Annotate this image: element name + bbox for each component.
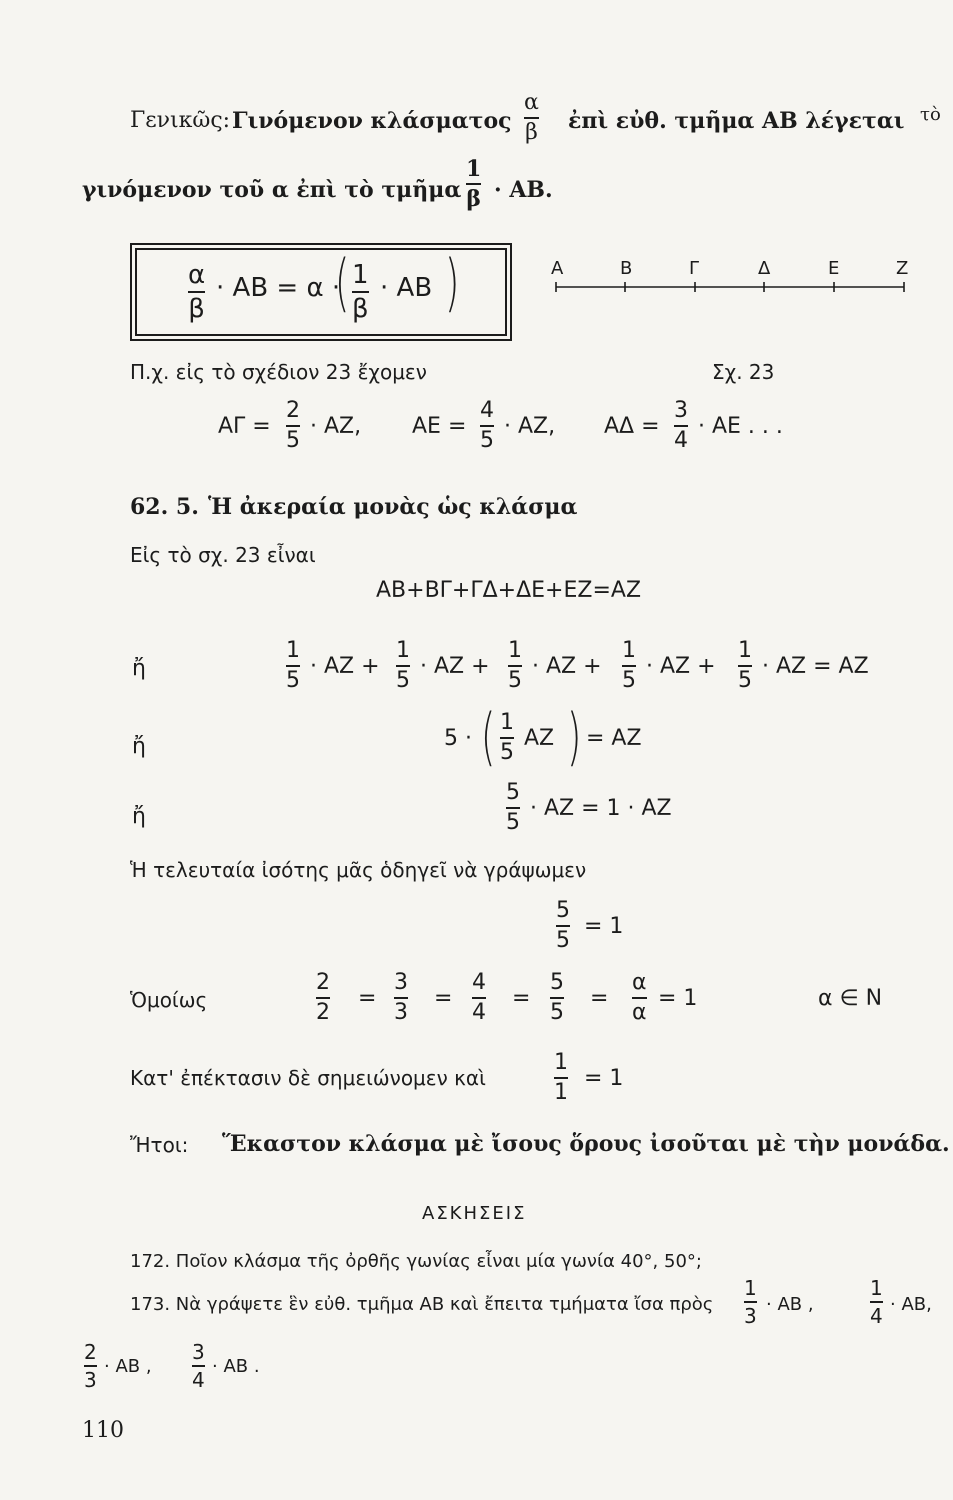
sum-term-1: · ΑΖ +	[310, 654, 380, 679]
sum-term-5: · ΑΖ = ΑΖ	[762, 654, 869, 679]
similarly-fraction-1: 2 2	[316, 970, 330, 1025]
example-eq3-lhs: ΑΔ =	[604, 414, 660, 439]
boxed-inner-tail: · ΑΒ	[380, 273, 433, 303]
section-title: Ἡ ἀκεραία μονὰς ὡς κλάσμα	[208, 494, 578, 520]
exercise-173-fraction-3-tail: · ΑΒ ,	[104, 1356, 152, 1377]
point-label-a: Α	[551, 258, 564, 279]
exercise-173-fraction-2-tail: · ΑΒ,	[890, 1294, 932, 1315]
statement-label: Ἤτοι:	[130, 1133, 189, 1157]
example-intro: Π.χ. εἰς τὸ σχέδιον 23 ἔχομεν	[130, 360, 427, 384]
extension-text: Κατ' ἐπέκτασιν δὲ σημειώνομεν καὶ	[130, 1066, 486, 1090]
similarly-fraction-3: 4 4	[472, 970, 486, 1025]
line3-left-paren: (	[480, 700, 496, 773]
definition-text-c: τὸ	[920, 104, 941, 125]
extension-tail: = 1	[584, 1066, 624, 1091]
point-label-d: Δ	[758, 258, 771, 279]
exercise-172: 172. Ποῖον κλάσμα τῆς ὀρθῆς γωνίας εἶναι μία γωνία 40°, 50°;	[130, 1251, 702, 1272]
line3-inner: ΑΖ	[524, 726, 555, 751]
figure-caption: Σχ. 23	[712, 360, 775, 384]
similarly-fraction-2: 3 3	[394, 970, 408, 1025]
sum-term-4-fraction: 1 5	[622, 638, 636, 693]
similarly-label: Ὁμοίως	[130, 988, 208, 1012]
statement-text: Ἕκαστον κλάσμα μὲ ἴσους ὅρους ἰσοῦται μὲ τὴν μονάδα.	[222, 1131, 950, 1157]
line4-tail: · ΑΖ = 1 · ΑΖ	[530, 796, 672, 821]
similarly-condition: α ∈ Ν	[818, 986, 883, 1011]
sum-term-1-fraction: 1 5	[286, 638, 300, 693]
definition-label: Γενικῶς:	[130, 108, 231, 133]
definition-line2: γινόμενον τοῦ α ἐπὶ τὸ τμῆμα	[82, 177, 462, 203]
example-eq2-lhs: ΑΕ =	[412, 414, 467, 439]
section-number: 62. 5.	[130, 494, 199, 520]
sum-term-3: · ΑΖ +	[532, 654, 602, 679]
point-label-z: Ζ	[896, 258, 909, 279]
similarly-fraction-5: α α	[632, 970, 647, 1025]
boxed-right-paren: )	[444, 246, 460, 319]
page-number: 110	[82, 1418, 124, 1443]
line3-right-paren: )	[566, 700, 582, 773]
sum-term-3-fraction: 1 5	[508, 638, 522, 693]
line3-fraction: 1 5	[500, 710, 514, 765]
exercise-173-fraction-2: 1 4	[870, 1276, 883, 1328]
similarly-eq-4: =	[590, 986, 609, 1011]
boxed-mid: · ΑΒ = α ·	[216, 273, 341, 303]
derivation-sum: ΑΒ+ΒΓ+ΓΔ+ΔΕ+ΕΖ=ΑΖ	[376, 578, 642, 603]
exercise-173-fraction-3: 2 3	[84, 1340, 97, 1392]
similarly-fraction-4: 5 5	[550, 970, 564, 1025]
segment-diagram	[548, 255, 918, 305]
similarly-eq-1: =	[358, 986, 377, 1011]
result-fraction: 5 5	[556, 898, 570, 953]
example-eq1-lhs: ΑΓ =	[218, 414, 271, 439]
derivation-conclusion: Ἡ τελευταία ἰσότης μᾶς ὁδηγεῖ νὰ γράψωμεν	[130, 858, 587, 882]
definition-text-b: ἐπὶ εὐθ. τμῆμα ΑΒ λέγεται	[568, 108, 905, 134]
point-label-b: Β	[620, 258, 633, 279]
derivation-intro: Εἰς τὸ σχ. 23 εἶναι	[130, 543, 316, 567]
point-label-g: Γ	[689, 258, 700, 279]
similarly-eq-3: =	[512, 986, 531, 1011]
similarly-eq-2: =	[434, 986, 453, 1011]
exercise-173-fraction-1: 1 3	[744, 1276, 757, 1328]
exercise-173-fraction-4-tail: · ΑΒ .	[212, 1356, 260, 1377]
boxed-left-paren: (	[334, 246, 350, 319]
result-tail: = 1	[584, 914, 624, 939]
definition-text-a: Γινόμενον κλάσματος	[232, 108, 512, 134]
example-eq2-fraction: 4 5	[480, 398, 494, 453]
line3-tail: = ΑΖ	[586, 726, 642, 751]
exercise-173-fraction-1-tail: · ΑΒ ,	[766, 1294, 814, 1315]
example-eq2-tail: · ΑΖ,	[504, 414, 556, 439]
sum-term-5-fraction: 1 5	[738, 638, 752, 693]
sum-term-2: · ΑΖ +	[420, 654, 490, 679]
derivation-eta-2: ἤ	[132, 734, 146, 759]
sum-term-4: · ΑΖ +	[646, 654, 716, 679]
boxed-fraction: α β	[188, 260, 206, 324]
line3-lead: 5 ·	[444, 726, 472, 751]
similarly-tail: = 1	[658, 986, 698, 1011]
derivation-eta-3: ἤ	[132, 804, 146, 829]
sum-term-2-fraction: 1 5	[396, 638, 410, 693]
extension-fraction: 1 1	[554, 1050, 568, 1105]
exercises-title: ΑΣΚΗΣΕΙΣ	[422, 1203, 527, 1224]
line4-fraction: 5 5	[506, 780, 520, 835]
point-label-e: Ε	[828, 258, 840, 279]
exercise-173-fraction-4: 3 4	[192, 1340, 205, 1392]
example-eq1-fraction: 2 5	[286, 398, 300, 453]
definition-fraction: α β	[524, 90, 539, 145]
example-eq3-fraction: 3 4	[674, 398, 688, 453]
exercise-173: 173. Νὰ γράψετε ἓν εὐθ. τμῆμα ΑΒ καὶ ἔπειτα τμήματα ἴσα πρὸς	[130, 1294, 714, 1315]
example-eq1-tail: · ΑΖ,	[310, 414, 362, 439]
definition-line2-tail: · ΑΒ.	[494, 177, 553, 203]
definition-line2-fraction: 1 β	[466, 156, 482, 212]
boxed-inner-fraction: 1 β	[352, 260, 369, 324]
derivation-eta-1: ἤ	[132, 656, 146, 681]
example-eq3-tail: · ΑΕ . . .	[698, 414, 783, 439]
